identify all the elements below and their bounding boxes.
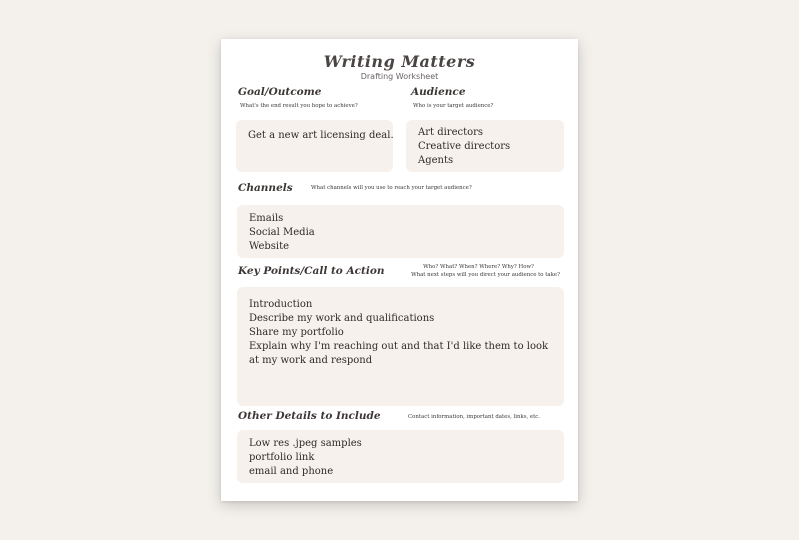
channels-answer-item: Social Media (249, 227, 315, 238)
audience-answer-item: Creative directors (418, 141, 511, 152)
audience-answer-item: Agents (418, 155, 454, 166)
worksheet-subtitle: Drafting Worksheet (360, 72, 439, 81)
channels-prompt: What channels will you use to reach your target audience? (311, 185, 472, 191)
key-points-answer-box[interactable] (237, 287, 564, 406)
channels-answer-item: Website (249, 241, 290, 252)
other-details-answer-item: portfolio link (249, 452, 315, 463)
key-points-heading: Key Points/Call to Action (238, 265, 385, 277)
goal-heading: Goal/Outcome (238, 86, 322, 98)
other-details-answer-item: email and phone (249, 466, 334, 477)
channels-answer-box[interactable] (237, 205, 564, 258)
goal-answer-box[interactable] (236, 120, 393, 172)
audience-prompt: Who is your target audience? (413, 103, 494, 109)
key-points-answer-item: Describe my work and qualifications (249, 313, 435, 324)
other-details-answer-item: Low res .jpeg samples (249, 438, 362, 449)
goal-prompt: What's the end result you hope to achieve? (240, 103, 358, 109)
key-points-answer-item: Introduction (249, 299, 313, 310)
key-points-prompt-line1: Who? What? When? Where? Why? How? (423, 264, 534, 270)
key-points-answer-item: Explain why I'm reaching out and that I'd like them to look at my work and respond (249, 341, 549, 366)
audience-answer-item: Art directors (418, 127, 484, 138)
audience-heading: Audience (411, 86, 466, 98)
other-details-heading: Other Details to Include (238, 410, 381, 422)
audience-answer-box[interactable] (406, 120, 564, 172)
channels-answer-item: Emails (249, 213, 284, 224)
channels-heading: Channels (238, 182, 293, 194)
other-details-prompt: Contact information, important dates, links, etc. (408, 414, 541, 420)
key-points-answer-item: Share my portfolio (249, 327, 344, 338)
worksheet-title: Writing Matters (323, 52, 476, 71)
worksheet-page (221, 39, 578, 501)
key-points-prompt-line2: What next steps will you direct your audience to take? (411, 272, 560, 278)
other-details-answer-box[interactable] (237, 430, 564, 483)
key-points-prompt (411, 263, 560, 279)
goal-answer: Get a new art licensing deal. (248, 130, 394, 141)
